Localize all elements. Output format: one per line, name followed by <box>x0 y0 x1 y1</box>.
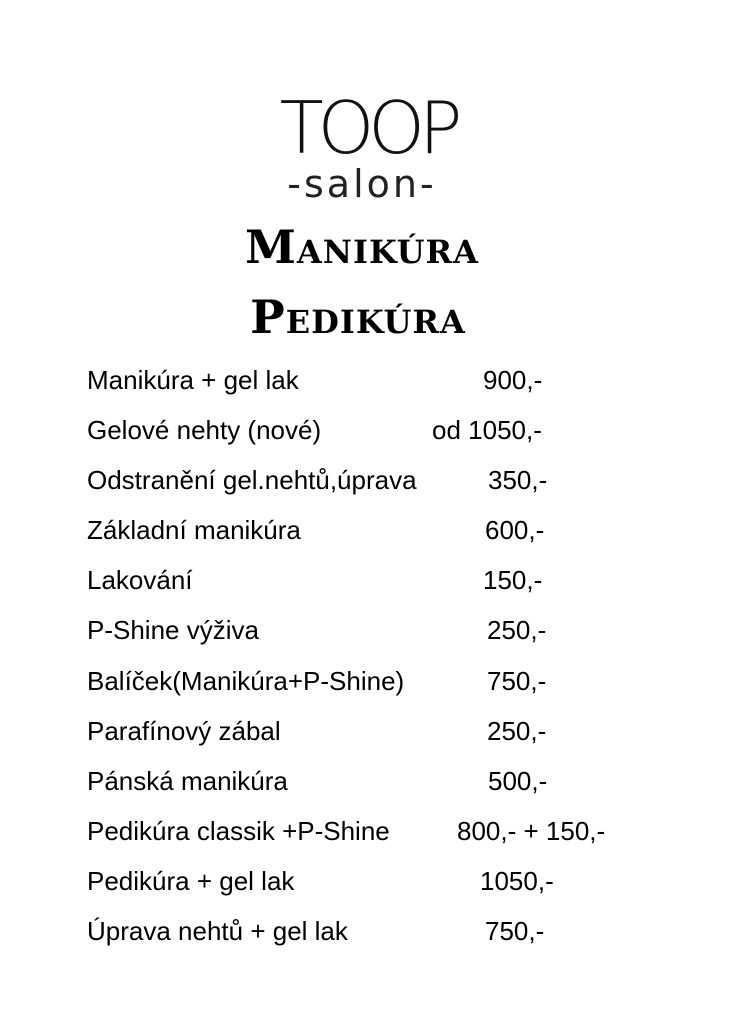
service-price: 150,- <box>483 565 543 596</box>
service-name: Lakování <box>87 565 193 596</box>
service-price: 250,- <box>487 615 547 646</box>
price-row <box>87 362 687 412</box>
service-name: Pedikúra classik +P-Shine <box>87 815 390 846</box>
service-name: Úprava nehtů + gel lak <box>87 916 348 947</box>
price-row <box>87 713 687 763</box>
service-price: 900,- <box>483 365 543 395</box>
service-name: Pedikúra + gel lak <box>87 865 295 896</box>
price-row <box>87 663 687 713</box>
service-name: Odstranění gel.nehtů,úprava <box>87 465 417 496</box>
price-row <box>87 412 687 462</box>
price-row <box>87 512 687 562</box>
service-name: P-Shine výživa <box>87 615 259 646</box>
price-row <box>87 612 687 662</box>
service-price: 250,- <box>487 715 547 746</box>
service-name: Gelové nehty (nové) <box>87 415 322 446</box>
price-row <box>87 562 687 612</box>
service-price: 500,- <box>488 765 548 796</box>
logo-brand: TOOP <box>279 86 457 170</box>
service-price: 600,- <box>485 515 545 546</box>
service-name: Pánská manikúra <box>87 765 288 796</box>
price-row <box>87 813 687 863</box>
service-name: Parafínový zábal <box>87 715 281 746</box>
salon-logo <box>0 86 740 206</box>
service-price: 800,- + 150,- <box>457 815 606 846</box>
service-name: Manikúra + gel lak <box>87 365 299 395</box>
heading-pedicure: Pedikúra <box>250 290 466 344</box>
price-row <box>87 763 687 813</box>
service-price: 750,- <box>485 916 545 947</box>
service-price: 1050,- <box>480 865 554 896</box>
service-name: Základní manikúra <box>87 515 301 546</box>
heading-manicure: Manikúra <box>245 220 479 274</box>
service-price: 750,- <box>487 665 547 696</box>
price-row <box>87 863 687 913</box>
price-list <box>87 362 687 963</box>
price-row <box>87 462 687 512</box>
service-price: 350,- <box>488 465 548 496</box>
service-price: od 1050,- <box>432 415 542 446</box>
service-name: Balíček(Manikúra+P-Shine) <box>87 665 405 696</box>
price-row <box>87 913 687 963</box>
logo-subtitle: -salon- <box>287 162 437 206</box>
